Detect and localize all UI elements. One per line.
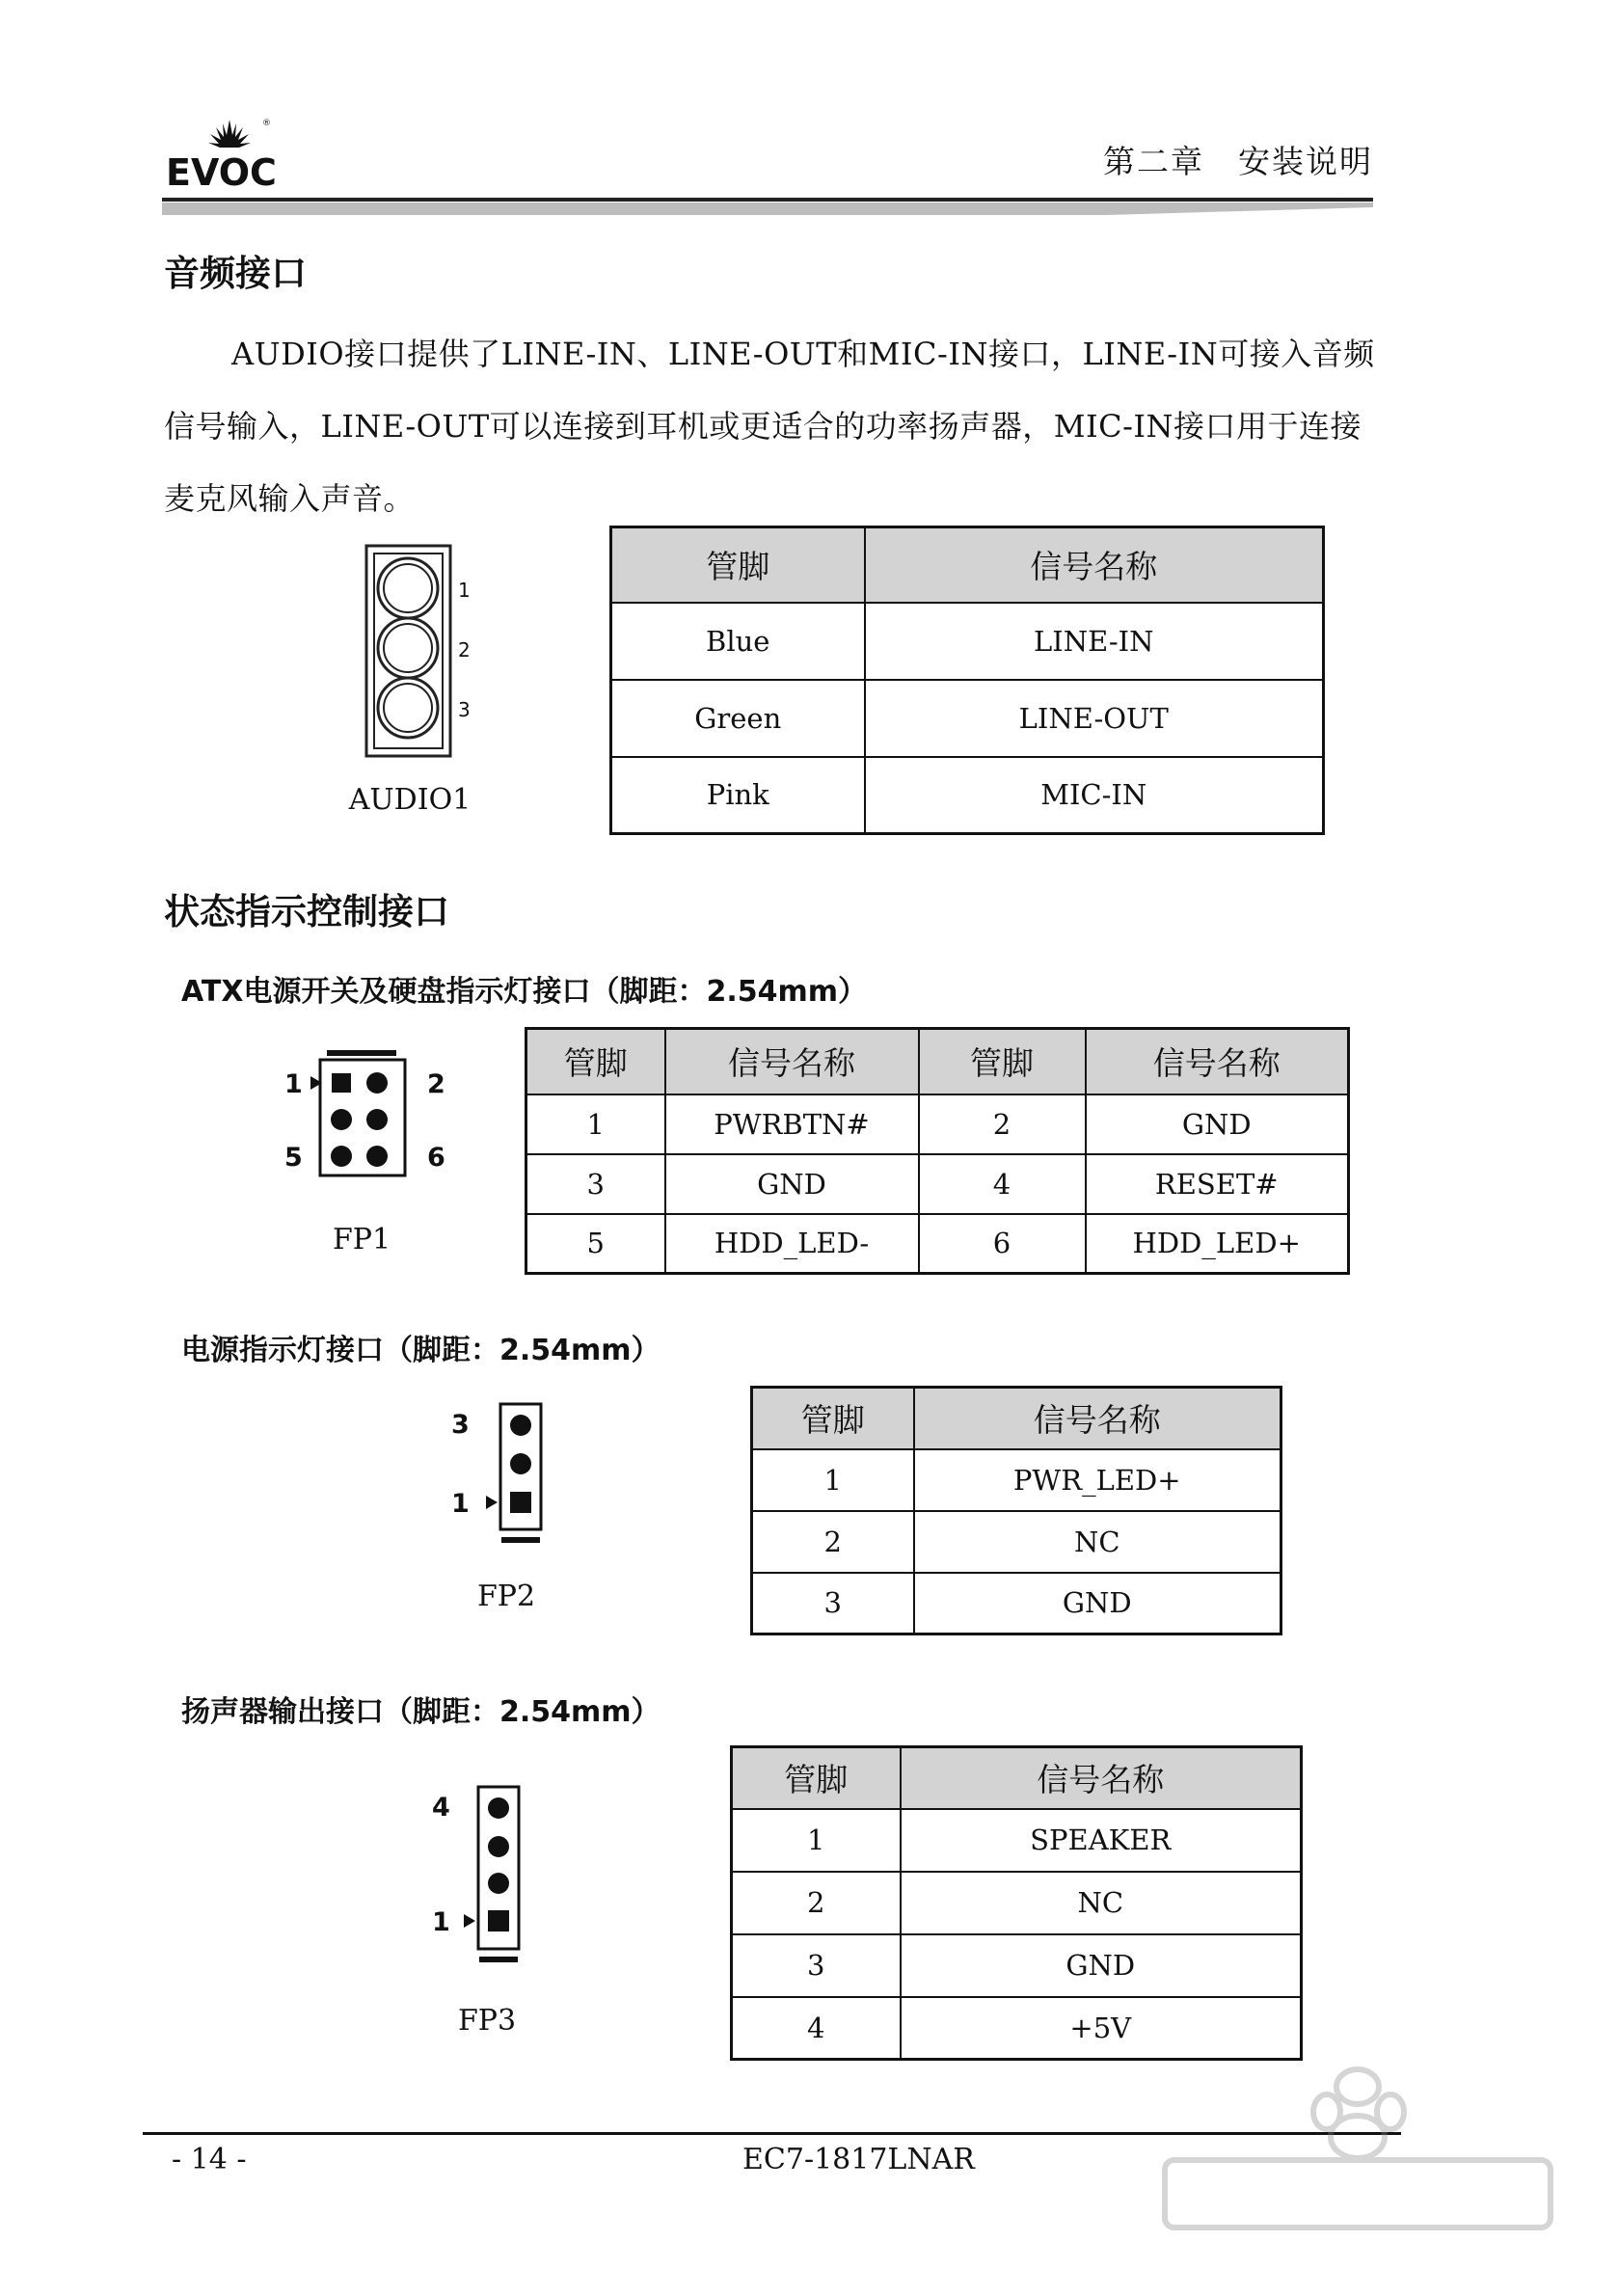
audio-connector-diagram <box>362 542 487 762</box>
audio-paragraph: AUDIO接口提供了LINE-IN、LINE-OUT和MIC-IN接口，LINE-IN可接入音频信号输入，LINE-OUT可以连接到耳机或更适合的功率扬声器，MIC-IN接口用于连接麦克风输入声音。 <box>164 336 1375 517</box>
fp3-th-signal: 信号名称 <box>901 1747 1302 1809</box>
fp2-th-pin: 管脚 <box>752 1388 914 1449</box>
fp3-table <box>730 1745 1303 2061</box>
fp3-th-pin: 管脚 <box>732 1747 901 1809</box>
fp3-connector-diagram <box>424 1779 559 1972</box>
cell: 2 <box>919 1094 1086 1154</box>
fp1-title: ATX电源开关及硬盘指示灯接口（脚距：2.54mm） <box>181 975 868 1009</box>
fp2-th-signal: 信号名称 <box>914 1388 1281 1449</box>
fp1-connector-diagram <box>275 1044 458 1189</box>
table-row <box>752 1449 1281 1511</box>
cell: LINE-OUT <box>865 680 1324 757</box>
table-row <box>752 1573 1281 1634</box>
fp3-connector-label: FP3 <box>457 2004 517 2038</box>
audio-th-signal: 信号名称 <box>865 527 1324 603</box>
audio-pin-1: 1 <box>458 579 471 602</box>
cell: 6 <box>919 1214 1086 1274</box>
table-row <box>526 1154 1349 1214</box>
cell: +5V <box>901 1997 1302 2060</box>
fp2-connector-diagram <box>444 1396 579 1551</box>
cell: 2 <box>732 1872 901 1934</box>
evoc-logo <box>162 114 278 191</box>
cell: LINE-IN <box>865 603 1324 680</box>
chapter-title: 第二章 安装说明 <box>1103 143 1373 180</box>
cell: Green <box>611 680 865 757</box>
cell: PWRBTN# <box>665 1094 919 1154</box>
table-row <box>752 1511 1281 1573</box>
cell: RESET# <box>1086 1154 1349 1214</box>
fp1-pin-label-1: 1 <box>284 1069 303 1099</box>
page-number: - 14 - <box>172 2143 247 2176</box>
table-row <box>732 1934 1302 1997</box>
cell: Pink <box>611 757 865 834</box>
cell: 3 <box>752 1573 914 1634</box>
svg-text:®: ® <box>262 119 271 128</box>
cell: 3 <box>526 1154 665 1214</box>
audio-connector-label: AUDIO1 <box>348 783 472 817</box>
fp1-table <box>525 1027 1350 1275</box>
table-row <box>732 1809 1302 1872</box>
fp1-th-pin-a: 管脚 <box>526 1029 665 1094</box>
table-row <box>732 1872 1302 1934</box>
header-rule <box>162 198 1373 217</box>
cell: HDD_LED+ <box>1086 1214 1349 1274</box>
fp1-th-signal-a: 信号名称 <box>665 1029 919 1094</box>
fp3-pin-label-1: 1 <box>432 1907 450 1937</box>
cell: 1 <box>526 1094 665 1154</box>
cell: GND <box>914 1573 1281 1634</box>
cell: NC <box>901 1872 1302 1934</box>
fp1-pin-label-5: 5 <box>284 1143 303 1173</box>
cell: 1 <box>732 1809 901 1872</box>
table-row <box>611 603 1324 680</box>
audio-heading: 音频接口 <box>164 253 307 294</box>
audio-th-pin: 管脚 <box>611 527 865 603</box>
cell: Blue <box>611 603 865 680</box>
fp2-connector-label: FP2 <box>476 1580 536 1613</box>
logo-text: EVOC <box>166 151 277 191</box>
cell: SPEAKER <box>901 1809 1302 1872</box>
table-row <box>611 757 1324 834</box>
audio-table <box>609 526 1325 835</box>
fp1-pin-label-2: 2 <box>427 1069 445 1099</box>
status-heading: 状态指示控制接口 <box>164 891 449 932</box>
cell: HDD_LED- <box>665 1214 919 1274</box>
cell: 2 <box>752 1511 914 1573</box>
fp2-pin-label-3: 3 <box>451 1410 470 1440</box>
fp2-pin-label-1: 1 <box>451 1489 470 1519</box>
fp2-title: 电源指示灯接口（脚距：2.54mm） <box>181 1334 661 1367</box>
audio-pin-3: 3 <box>458 698 471 721</box>
cell: PWR_LED+ <box>914 1449 1281 1511</box>
table-row <box>611 680 1324 757</box>
fp1-pin-label-6: 6 <box>427 1143 445 1173</box>
cell: MIC-IN <box>865 757 1324 834</box>
fp3-title: 扬声器输出接口（脚距：2.54mm） <box>181 1695 661 1729</box>
cell: GND <box>665 1154 919 1214</box>
cell: 5 <box>526 1214 665 1274</box>
audio-pin-2: 2 <box>458 638 471 662</box>
table-row <box>732 1997 1302 2060</box>
cell: NC <box>914 1511 1281 1573</box>
model-number: EC7-1817LNAR <box>742 2143 975 2176</box>
cell: GND <box>1086 1094 1349 1154</box>
cell: 4 <box>919 1154 1086 1214</box>
cell: 3 <box>732 1934 901 1997</box>
cell: 1 <box>752 1449 914 1511</box>
watermark-paw-icon <box>1155 2054 1560 2266</box>
fp1-th-signal-b: 信号名称 <box>1086 1029 1349 1094</box>
table-row <box>526 1214 1349 1274</box>
cell: GND <box>901 1934 1302 1997</box>
fp3-pin-label-4: 4 <box>432 1793 450 1823</box>
fp1-th-pin-b: 管脚 <box>919 1029 1086 1094</box>
cell: 4 <box>732 1997 901 2060</box>
table-row <box>526 1094 1349 1154</box>
fp2-table <box>750 1386 1282 1635</box>
fp1-connector-label: FP1 <box>332 1223 391 1256</box>
